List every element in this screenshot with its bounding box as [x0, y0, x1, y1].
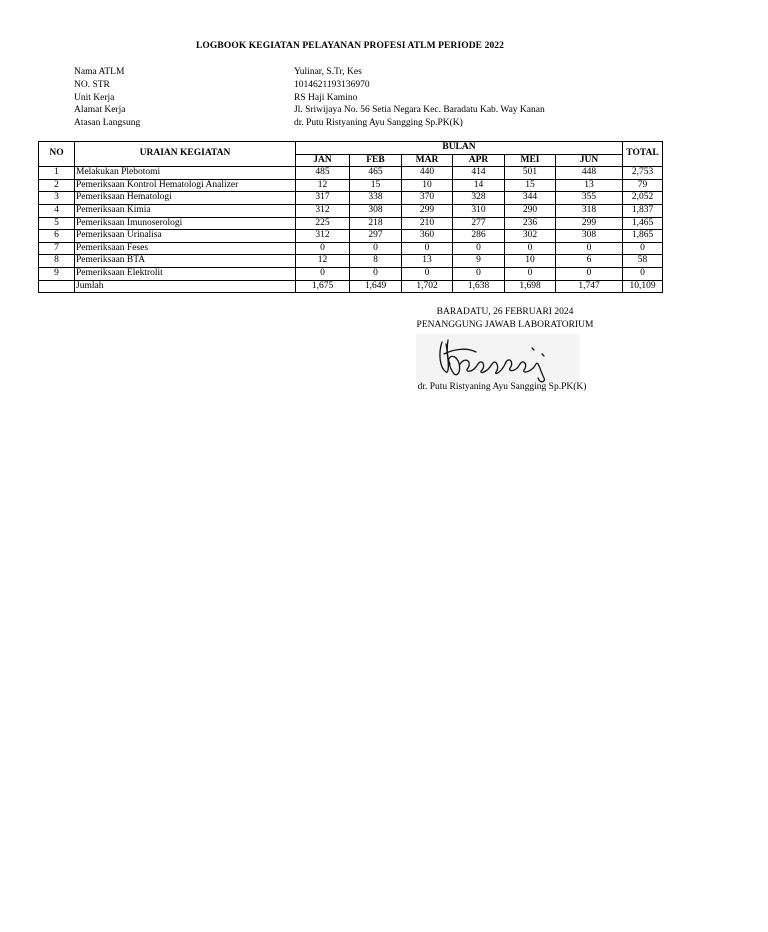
month-value: 12	[296, 179, 350, 192]
month-value: 485	[296, 167, 350, 180]
row-description: Pemeriksaan BTA	[75, 255, 296, 268]
header-bulan: BULAN	[296, 142, 623, 155]
month-value: 312	[296, 230, 350, 243]
table-row	[39, 267, 663, 280]
row-number: 3	[39, 192, 75, 205]
month-value: 0	[505, 267, 556, 280]
sum-label: Jumlah	[75, 280, 296, 293]
month-value: 318	[556, 204, 623, 217]
row-description: Pemeriksaan Elektrolit	[75, 267, 296, 280]
header-no: NO	[39, 142, 75, 167]
row-description: Pemeriksaan Kontrol Hematologi Analizer	[75, 179, 296, 192]
header-total: TOTAL	[623, 142, 663, 167]
row-total: 2,753	[623, 167, 663, 180]
handwritten-signature	[416, 334, 580, 384]
row-description: Pemeriksaan Urinalisa	[75, 230, 296, 243]
info-label: Nama ATLM	[74, 67, 125, 77]
month-value: 414	[453, 167, 505, 180]
row-number: 6	[39, 230, 75, 243]
month-value: 355	[556, 192, 623, 205]
info-label: NO. STR	[74, 79, 110, 90]
table-row	[39, 167, 663, 180]
month-value: 8	[350, 255, 402, 268]
month-value: 344	[505, 192, 556, 205]
row-total: 79	[623, 179, 663, 192]
row-number: 1	[39, 167, 75, 180]
info-row	[74, 117, 545, 130]
signature-name: dr. Putu Ristyaning Ayu Sangging Sp.PK(K)	[417, 382, 587, 392]
signature-role: PENANGGUNG JAWAB LABORATORIUM	[416, 320, 594, 330]
row-description: Pemeriksaan Hematologi	[75, 192, 296, 205]
table-row	[39, 179, 663, 192]
header-uraian: URAIAN KEGIATAN	[75, 142, 296, 167]
info-value: 1014621193136970	[294, 79, 370, 90]
info-value: Yulinar, S.Tr, Kes	[294, 67, 362, 77]
table-row	[39, 255, 663, 268]
month-value: 13	[402, 255, 453, 268]
info-label: Unit Kerja	[74, 92, 115, 103]
row-description: Pemeriksaan Feses	[75, 242, 296, 255]
info-label: Alamat Kerja	[74, 105, 126, 116]
month-value: 328	[453, 192, 505, 205]
row-number: 4	[39, 204, 75, 217]
page-title: LOGBOOK KEGIATAN PELAYANAN PROFESI ATLM PERIODE 2022	[195, 41, 504, 51]
info-block	[74, 66, 545, 130]
row-total: 1,865	[623, 230, 663, 243]
month-value: 10	[402, 179, 453, 192]
row-description: Pemeriksaan Kimia	[75, 204, 296, 217]
info-row	[74, 104, 545, 117]
row-description: Melakukan Plebotomi	[75, 167, 296, 180]
month-value: 299	[556, 217, 623, 230]
row-number: 8	[39, 255, 75, 268]
table-row	[39, 242, 663, 255]
month-value: 465	[350, 167, 402, 180]
header-month: MAR	[402, 154, 453, 167]
header-month: JUN	[556, 154, 623, 167]
info-row	[74, 79, 545, 92]
table-row	[39, 204, 663, 217]
month-value: 0	[350, 242, 402, 255]
table-row	[39, 217, 663, 230]
row-number: 9	[39, 267, 75, 280]
month-value: 0	[453, 267, 505, 280]
month-value: 299	[402, 204, 453, 217]
month-value: 360	[402, 230, 453, 243]
month-value: 0	[402, 267, 453, 280]
month-value: 277	[453, 217, 505, 230]
row-total: 0	[623, 267, 663, 280]
month-value: 297	[350, 230, 402, 243]
month-value: 15	[350, 179, 402, 192]
row-total: 0	[623, 242, 663, 255]
info-row	[74, 66, 545, 79]
row-number: 5	[39, 217, 75, 230]
month-value: 0	[296, 267, 350, 280]
month-value: 0	[296, 242, 350, 255]
month-value: 0	[350, 267, 402, 280]
header-month: FEB	[350, 154, 402, 167]
header-month: APR	[453, 154, 505, 167]
sum-month-value: 1,675	[296, 280, 350, 293]
row-total: 1,837	[623, 204, 663, 217]
row-total: 58	[623, 255, 663, 268]
month-value: 0	[556, 242, 623, 255]
month-value: 236	[505, 217, 556, 230]
table-row	[39, 192, 663, 205]
month-value: 10	[505, 255, 556, 268]
sum-month-value: 1,649	[350, 280, 402, 293]
logbook-table	[38, 141, 663, 293]
month-value: 15	[505, 179, 556, 192]
row-total: 1,465	[623, 217, 663, 230]
month-value: 312	[296, 204, 350, 217]
month-value: 290	[505, 204, 556, 217]
month-value: 218	[350, 217, 402, 230]
row-number: 2	[39, 179, 75, 192]
info-value: dr. Putu Ristyaning Ayu Sangging Sp.PK(K)	[294, 118, 463, 129]
row-number: 7	[39, 242, 75, 255]
month-value: 308	[350, 204, 402, 217]
month-value: 440	[402, 167, 453, 180]
info-label: Atasan Langsung	[74, 118, 141, 129]
month-value: 448	[556, 167, 623, 180]
row-description: Pemeriksaan Imunoserologi	[75, 217, 296, 230]
sum-row	[39, 280, 663, 293]
month-value: 225	[296, 217, 350, 230]
sum-month-value: 1,638	[453, 280, 505, 293]
header-month: MEI	[505, 154, 556, 167]
month-value: 0	[556, 267, 623, 280]
month-value: 0	[505, 242, 556, 255]
signature-place-date: BARADATU, 26 FEBRUARI 2024	[436, 307, 574, 317]
sum-total: 10,109	[623, 280, 663, 293]
month-value: 14	[453, 179, 505, 192]
month-value: 310	[453, 204, 505, 217]
info-value: Jl. Sriwijaya No. 56 Setia Negara Kec. Baradatu Kab. Way Kanan	[294, 105, 545, 116]
sum-no-empty	[39, 280, 75, 293]
row-total: 2,052	[623, 192, 663, 205]
month-value: 6	[556, 255, 623, 268]
month-value: 308	[556, 230, 623, 243]
month-value: 0	[453, 242, 505, 255]
month-value: 370	[402, 192, 453, 205]
sum-month-value: 1,702	[402, 280, 453, 293]
sum-month-value: 1,747	[556, 280, 623, 293]
info-row	[74, 92, 545, 105]
info-value: RS Haji Kamino	[294, 92, 358, 103]
month-value: 317	[296, 192, 350, 205]
month-value: 9	[453, 255, 505, 268]
sum-month-value: 1,698	[505, 280, 556, 293]
month-value: 12	[296, 255, 350, 268]
month-value: 210	[402, 217, 453, 230]
month-value: 13	[556, 179, 623, 192]
month-value: 501	[505, 167, 556, 180]
month-value: 286	[453, 230, 505, 243]
month-value: 338	[350, 192, 402, 205]
month-value: 0	[402, 242, 453, 255]
month-value: 302	[505, 230, 556, 243]
table-row	[39, 230, 663, 243]
header-month: JAN	[296, 154, 350, 167]
